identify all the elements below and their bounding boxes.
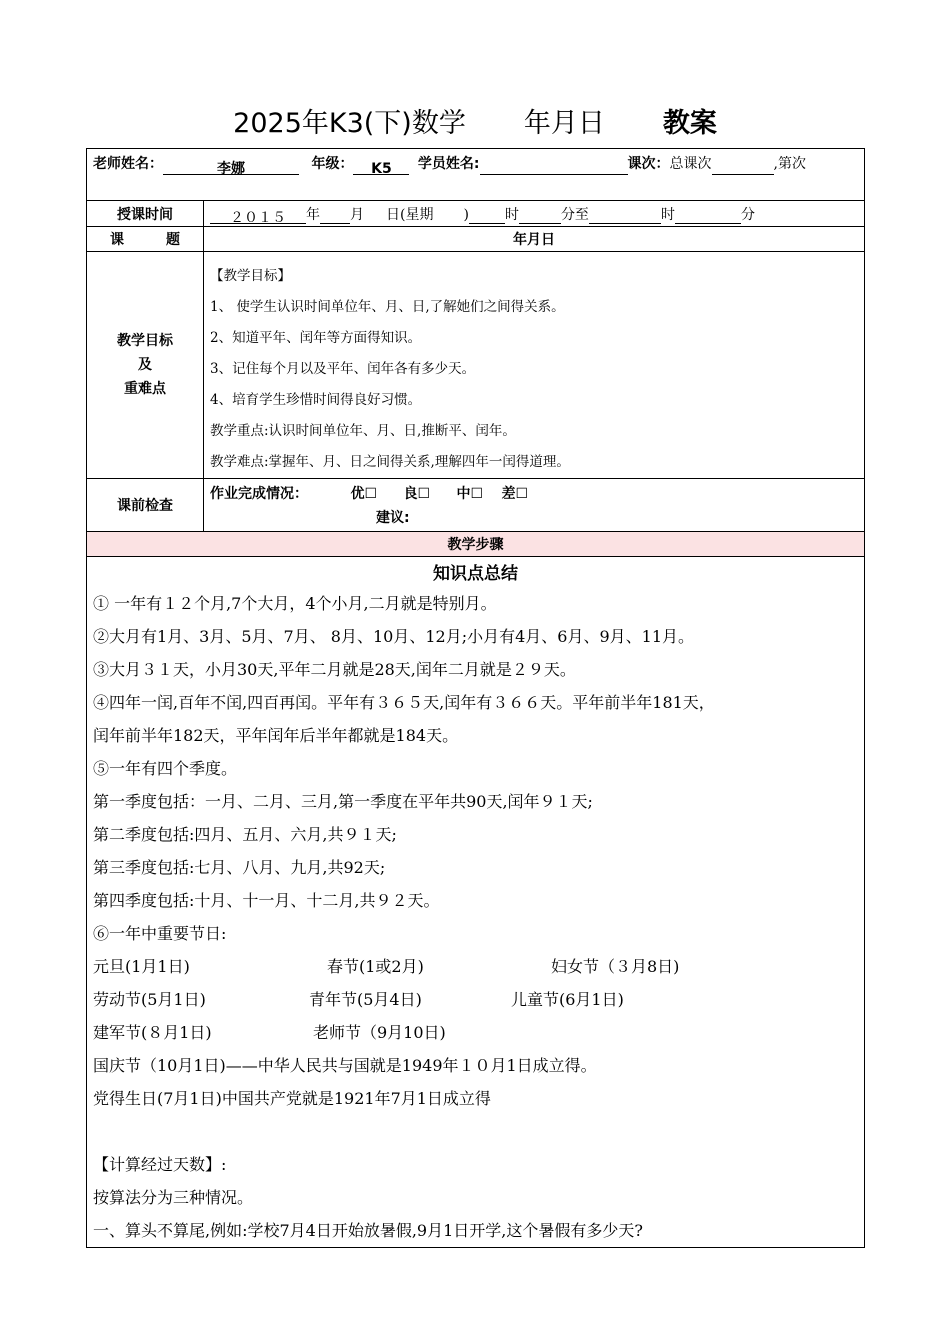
festival-item: 元旦(1月1日)	[93, 957, 190, 976]
page-title	[0, 104, 950, 144]
goal-item: 3、记住每个月以及平年、闰年各有多少天。	[210, 361, 476, 377]
steps-header-row	[87, 532, 865, 557]
day-unit: 日(星期	[386, 206, 434, 223]
goals-label	[87, 252, 204, 479]
content-line: ③大月３１天，小月30天,平年二月就是28天,闰年二月就是２９天。	[93, 660, 576, 679]
title-main: 2025年K3(下)数学	[233, 108, 466, 139]
festival-item: 劳动节(5月1日)	[93, 990, 206, 1009]
content-line: ④四年一闰,百年不闰,四百再闰。平年有３６５天,闰年有３６６天。平年前半年181天，	[93, 693, 715, 712]
goals-list	[204, 252, 865, 479]
minute-unit2: 分	[740, 206, 755, 223]
content-line: ① 一年有１２个月,7个大月，4个小月,二月就是特别月。	[93, 594, 497, 613]
content-line: 第一季度包括：一月、二月、三月,第一季度在平年共90天,闰年９１天;	[93, 792, 593, 811]
teacher-name: 李娜	[163, 158, 299, 175]
student-label: 学员姓名:	[417, 156, 480, 172]
goal-item: 4、培育学生珍惜时间得良好习惯。	[210, 392, 422, 408]
rating-good-checkbox[interactable]: 良☐	[403, 486, 431, 502]
goal-item: 1、 使学生认识时间单位年、月、日,了解她们之间得关系。	[210, 299, 565, 315]
content-line: 第三季度包括:七月、八月、九月,共92天;	[93, 858, 386, 877]
festival-item: 老师节（9月10日)	[313, 1023, 446, 1042]
goals-label-line2: 及	[138, 357, 152, 373]
lesson-suffix: ,第次	[773, 156, 806, 172]
month-unit: 月	[350, 206, 364, 223]
steps-subtitle: 知识点总结	[433, 564, 518, 584]
content-line: 【计算经过天数】:	[93, 1155, 227, 1174]
goal-item: 【教学目标】	[210, 268, 291, 284]
precheck-label: 课前检查	[87, 479, 204, 532]
topic-row	[87, 227, 865, 252]
time-row	[87, 201, 865, 227]
festival-row	[93, 950, 858, 983]
content-line: ⑥一年中重要节日:	[93, 924, 227, 943]
end-minute-field	[675, 207, 741, 224]
start-minute-field	[519, 207, 561, 224]
content-line: 国庆节（10月1日)——中华人民共与国就是1949年１０月1日成立得。	[93, 1056, 597, 1075]
festival-item: 建军节(８月1日)	[93, 1023, 212, 1042]
year-value: ２０１５	[210, 207, 306, 224]
homework-label: 作业完成情况：	[210, 486, 308, 502]
goal-item: 教学重点:认识时间单位年、月、日,推断平、闰年。	[210, 423, 516, 439]
hour-unit: 时	[504, 206, 519, 223]
hour-unit2: 时	[660, 206, 675, 223]
lesson-total: 总课次	[669, 156, 712, 172]
festival-item: 妇女节（３月8日)	[551, 957, 680, 976]
info-row	[87, 149, 865, 201]
goal-item: 教学难点:掌握年、月、日之间得关系,理解四年一闰得道理。	[210, 454, 570, 470]
paren-close: )	[463, 206, 469, 223]
festival-item: 春节(1或2月)	[327, 957, 424, 976]
content-line: 按算法分为三种情况。	[93, 1188, 254, 1207]
end-hour-field	[589, 207, 661, 224]
content-line: 一、算头不算尾,例如:学校7月4日开始放暑假,9月1日开学,这个暑假有多少天?	[93, 1221, 643, 1240]
steps-content	[87, 557, 865, 1248]
steps-header: 教学步骤	[87, 532, 865, 557]
minute-unit: 分至	[560, 206, 589, 223]
precheck-row	[87, 479, 865, 532]
start-hour-field	[469, 207, 505, 224]
rating-excellent-checkbox[interactable]: 优☐	[350, 486, 378, 502]
goals-label-line1: 教学目标	[117, 333, 173, 349]
teacher-label: 老师姓名：	[93, 156, 163, 172]
month-field	[320, 207, 350, 224]
festival-row	[93, 1016, 858, 1049]
grade-value: K5	[353, 158, 409, 175]
festival-item: 青年节(5月4日)	[309, 990, 422, 1009]
festival-item: 儿童节(6月1日)	[511, 990, 624, 1009]
lesson-plan-table	[86, 148, 865, 1248]
rating-average-checkbox[interactable]: 中☐	[456, 486, 484, 502]
content-line: ⑤一年有四个季度。	[93, 759, 238, 778]
festival-row	[93, 983, 858, 1016]
topic-value: 年月日	[204, 227, 865, 252]
suggestion-label: 建议:	[376, 510, 410, 526]
lesson-total-field	[712, 158, 774, 175]
content-line: 闰年前半年182天，平年闰年后半年都就是184天。	[93, 726, 459, 745]
content-line: 第四季度包括:十月、十一月、十二月,共９２天。	[93, 891, 440, 910]
goals-row	[87, 252, 865, 479]
grade-label: 年级：	[311, 156, 354, 172]
lesson-label: 课次：	[627, 156, 670, 172]
goal-item: 2、知道平年、闰年等方面得知识。	[210, 330, 422, 346]
time-label: 授课时间	[87, 201, 204, 227]
goals-label-line3: 重难点	[124, 381, 166, 397]
content-line: ②大月有1月、3月、5月、7月、 8月、10月、12月;小月有4月、6月、9月、11月。	[93, 627, 694, 646]
blank-line	[93, 1115, 858, 1148]
content-line: 第二季度包括:四月、五月、六月,共９１天;	[93, 825, 397, 844]
rating-poor-checkbox[interactable]: 差☐	[501, 486, 529, 502]
content-line: 党得生日(7月1日)中国共产党就是1921年7月1日成立得	[93, 1089, 491, 1108]
topic-label: 课 题	[87, 227, 204, 252]
steps-content-row	[87, 557, 865, 1248]
title-date: 年月日	[523, 108, 605, 139]
title-bold: 教案	[662, 108, 717, 139]
year-unit: 年	[306, 206, 320, 223]
student-name-field	[480, 158, 628, 175]
